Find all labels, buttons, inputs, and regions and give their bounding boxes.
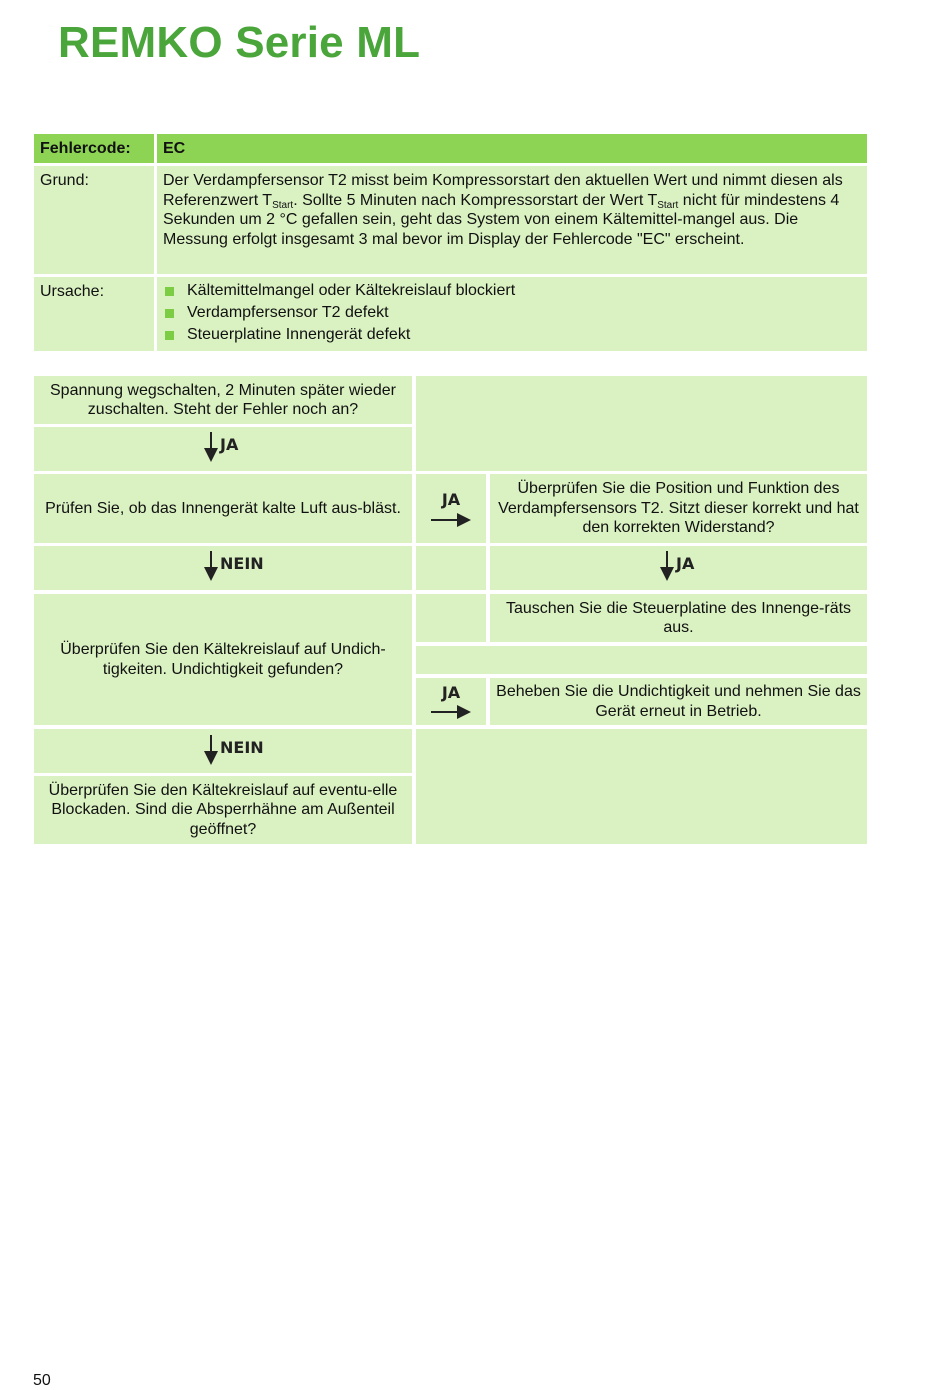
flow-empty-bottom-right [416, 729, 867, 844]
flow-empty-top-right [416, 376, 867, 471]
flow-result-3 [490, 678, 867, 725]
arrow-right-icon [431, 705, 471, 719]
reason-part3: nicht für mindestens 4 Sekunden um 2 °C gefallen sein, geht das System von einem Kältemittel-mangel aus. Die Messung erfolgt insgesamt 3 mal bevor im Display der Fehlercode "EC" erscheint. [163, 191, 840, 248]
page-number: 50 [33, 1372, 51, 1389]
flow-question-1-text: Spannung wegschalten, 2 Minuten später wieder zuschalten. Steht der Fehler noch an? [50, 381, 396, 418]
yes-label: JA [441, 490, 461, 509]
flow-result-2-text: Tauschen Sie die Steuerplatine des Innenge-räts aus. [505, 599, 852, 636]
bullet-square-icon [165, 331, 174, 340]
list-item [157, 324, 867, 346]
no-label: NEIN [220, 737, 264, 757]
flow-yes-arrow-cell-1 [416, 474, 486, 543]
error-code-label [34, 134, 154, 163]
flow-question-2-text: Prüfen Sie, ob das Innengerät kalte Luft aus-bläst. [45, 499, 401, 517]
cause-text: Kältemittelmangel oder Kältekreislauf blockiert [187, 282, 516, 299]
flow-empty-mid-2 [416, 594, 486, 642]
bullet-square-icon [165, 309, 174, 318]
error-code-value [157, 134, 867, 163]
yes-label: JA [676, 553, 695, 573]
reason-text [157, 166, 867, 274]
flow-arrow-cell-1 [34, 427, 412, 471]
yes-right-connector [431, 683, 471, 719]
arrow-down-icon [660, 551, 674, 581]
no-label: NEIN [220, 553, 264, 573]
reason-sub1: Start [272, 199, 294, 211]
flow-yes-arrow-cell-2 [416, 678, 486, 725]
arrow-down-icon [204, 432, 218, 462]
flow-arrow-cell-4 [490, 546, 867, 590]
page-title: REMKO Serie ML [58, 18, 421, 67]
flow-result-1-text: Überprüfen Sie die Position und Funktion des Verdampfersensors T2. Sitzt dieser korrekt und hat den korrekten Widerstand? [498, 480, 859, 537]
yes-label: JA [441, 683, 461, 702]
no-down-connector [204, 551, 264, 581]
reason-part1: Der Verdampfersensor T2 misst beim Kompressorstart den aktuellen Wert und nimmt diesen als Referenzwert T [163, 172, 843, 209]
arrow-down-icon [204, 735, 218, 765]
flow-question-3-text: Überprüfen Sie den Kältekreislauf auf Undich-tigkeiten. Undichtigkeit gefunden? [60, 641, 386, 678]
cause-label [34, 277, 154, 351]
cause-text: Steuerplatine Innengerät defekt [187, 326, 411, 343]
cause-list [157, 280, 867, 346]
yes-right-connector [431, 490, 471, 527]
reason-label-text: Grund: [40, 172, 89, 189]
yes-down-connector [204, 432, 238, 462]
list-item [157, 280, 867, 302]
flow-question-4 [34, 776, 412, 844]
error-code-label-text: Fehlercode: [40, 140, 131, 157]
yes-down-connector [660, 551, 694, 581]
flow-arrow-cell-2 [34, 546, 412, 590]
arrow-down-icon [204, 551, 218, 581]
flow-result-1 [490, 474, 867, 543]
cause-label-text: Ursache: [40, 283, 105, 300]
arrow-right-icon [431, 513, 471, 527]
bullet-square-icon [165, 287, 174, 296]
error-code-value-text: EC [163, 140, 186, 157]
flow-arrow-cell-3 [34, 729, 412, 773]
flow-question-2 [34, 474, 412, 543]
cause-list-cell [157, 277, 867, 351]
flow-question-1 [34, 376, 412, 424]
flow-result-2 [490, 594, 867, 642]
flow-empty-mid-1 [416, 546, 486, 590]
flow-question-3 [34, 594, 412, 725]
cause-text: Verdampfersensor T2 defekt [187, 304, 389, 321]
reason-part2: . Sollte 5 Minuten nach Kompressorstart der Wert T [293, 191, 658, 209]
flow-empty-mid-3 [416, 646, 867, 674]
flow-result-3-text: Beheben Sie die Undichtigkeit und nehmen Sie das Gerät erneut in Betrieb. [496, 683, 861, 720]
reason-label [34, 166, 154, 274]
yes-label: JA [220, 434, 239, 454]
no-down-connector [204, 735, 264, 765]
flow-question-4-text: Überprüfen Sie den Kältekreislauf auf eventu-elle Blockaden. Sind die Absperrhähne am Außenteil geöffnet? [48, 781, 398, 838]
reason-sub2: Start [657, 199, 679, 211]
list-item [157, 302, 867, 324]
